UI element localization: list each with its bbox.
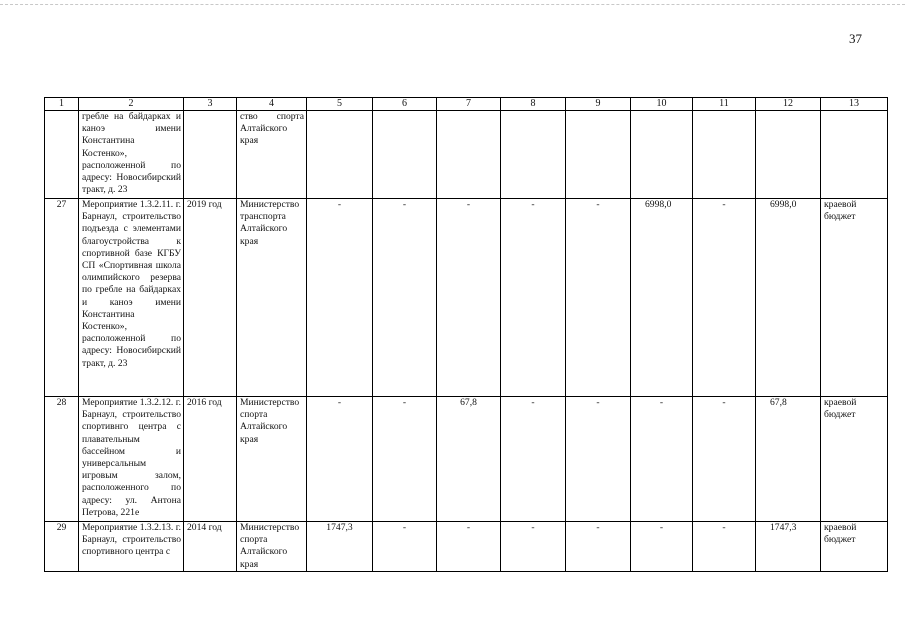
value-cell: - — [437, 199, 501, 397]
row-number — [45, 111, 79, 199]
value-cell: - — [373, 397, 437, 522]
implementation-year: 2014 год — [184, 522, 237, 572]
value-cell: 1747,3 — [307, 522, 373, 572]
column-header: 11 — [693, 98, 756, 111]
value-cell: 6998,0 — [631, 199, 693, 397]
value-cell: - — [693, 522, 756, 572]
table-row — [45, 522, 888, 572]
value-cell: - — [566, 522, 631, 572]
column-header: 8 — [501, 98, 566, 111]
value-cell: - — [307, 199, 373, 397]
row-number: 29 — [45, 522, 79, 572]
value-cell — [373, 111, 437, 199]
value-cell: - — [501, 397, 566, 522]
responsible-executor: Министерство спорта Алтайского края — [237, 522, 307, 572]
value-cell: - — [693, 199, 756, 397]
total-cell: 6998,0 — [756, 199, 821, 397]
program-table — [44, 97, 888, 572]
measure-description: Мероприятие 1.3.2.11. г. Барнаул, строительство подъезда с элементами благоустройства к спортивной базе КГБУ СП «Спортивная школа олимпийского резерва по гребле на байдарках и каноэ имени Константина Костенко», расположенной по адресу: Новосибирский тракт, д. 23 — [79, 199, 184, 397]
table-row — [45, 397, 888, 522]
implementation-year: 2016 год — [184, 397, 237, 522]
column-header: 13 — [821, 98, 888, 111]
measure-description: Мероприятие 1.3.2.12. г. Барнаул, строительство спортивнго центра с плавательным бассейном и универсальным игровым залом, расположенного по адресу: ул. Антона Петрова, 221е — [79, 397, 184, 522]
column-header: 2 — [79, 98, 184, 111]
value-cell: - — [693, 397, 756, 522]
value-cell — [437, 111, 501, 199]
column-header: 10 — [631, 98, 693, 111]
column-header: 5 — [307, 98, 373, 111]
value-cell: - — [501, 199, 566, 397]
measure-description: Мероприятие 1.3.2.13. г. Барнаул, строительство спортивного центра с — [79, 522, 184, 572]
funding-source — [821, 111, 888, 199]
total-cell — [756, 111, 821, 199]
responsible-executor: ство спорта Алтайского края — [237, 111, 307, 199]
implementation-year: 2019 год — [184, 199, 237, 397]
value-cell — [566, 111, 631, 199]
page-number: 37 — [849, 31, 862, 46]
value-cell — [631, 111, 693, 199]
value-cell — [501, 111, 566, 199]
column-header: 6 — [373, 98, 437, 111]
column-header: 4 — [237, 98, 307, 111]
column-header: 3 — [184, 98, 237, 111]
value-cell: - — [437, 522, 501, 572]
funding-source: краевой бюджет — [821, 397, 888, 522]
table-row — [45, 199, 888, 397]
value-cell: 67,8 — [437, 397, 501, 522]
value-cell: - — [631, 397, 693, 522]
value-cell — [693, 111, 756, 199]
value-cell — [307, 111, 373, 199]
value-cell: - — [566, 397, 631, 522]
column-header: 9 — [566, 98, 631, 111]
value-cell: - — [373, 199, 437, 397]
implementation-year — [184, 111, 237, 199]
responsible-executor: Министерство спорта Алтайского края — [237, 397, 307, 522]
total-cell: 67,8 — [756, 397, 821, 522]
responsible-executor: Министерство транспорта Алтайского края — [237, 199, 307, 397]
row-number: 27 — [45, 199, 79, 397]
funding-source: краевой бюджет — [821, 199, 888, 397]
column-header: 7 — [437, 98, 501, 111]
total-cell: 1747,3 — [756, 522, 821, 572]
funding-source: краевой бюджет — [821, 522, 888, 572]
header-row — [45, 98, 888, 111]
measure-description: гребле на байдарках и каноэ имени Константина Костенко», расположенной по адресу: Новосибирский тракт, д. 23 — [79, 111, 184, 199]
column-header: 12 — [756, 98, 821, 111]
value-cell: - — [373, 522, 437, 572]
column-header: 1 — [45, 98, 79, 111]
value-cell: - — [631, 522, 693, 572]
row-number: 28 — [45, 397, 79, 522]
table-row — [45, 111, 888, 199]
scan-edge-line — [0, 4, 905, 5]
value-cell: - — [566, 199, 631, 397]
value-cell: - — [307, 397, 373, 522]
value-cell: - — [501, 522, 566, 572]
